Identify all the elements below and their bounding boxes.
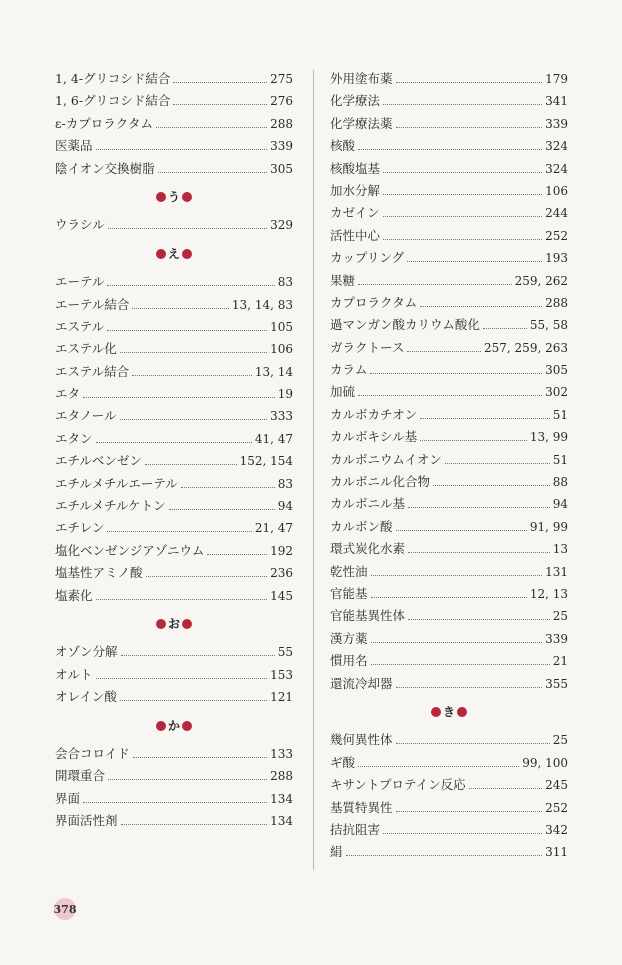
index-entry — [330, 449, 568, 471]
dot-leader — [396, 799, 543, 811]
index-term: 塩基性アミノ酸 — [55, 565, 143, 581]
dot-leader — [173, 71, 267, 83]
index-entry — [330, 493, 568, 515]
dot-leader — [408, 496, 550, 508]
index-term: エチレン — [55, 520, 105, 536]
index-term: 乾性油 — [330, 563, 368, 579]
dot-leader — [96, 587, 268, 599]
index-entry — [330, 650, 568, 672]
column-divider — [313, 70, 314, 870]
index-page-ref: 51 — [552, 452, 568, 467]
index-term: エタノール — [55, 408, 117, 424]
index-entry — [55, 810, 293, 832]
index-column-right — [330, 68, 568, 864]
index-entry — [330, 90, 568, 112]
index-entry — [330, 628, 568, 650]
index-page-ref: 311 — [545, 845, 568, 860]
dot-leader — [96, 667, 268, 679]
index-entry — [55, 135, 293, 157]
dot-leader — [445, 451, 550, 463]
index-page-ref: 25 — [552, 733, 568, 748]
bullet-dot-icon — [182, 721, 192, 731]
index-term: エーテル結合 — [55, 296, 130, 312]
dot-leader — [371, 586, 527, 598]
index-term: エチルメチルエーテル — [55, 475, 178, 491]
page-number-badge — [54, 898, 76, 920]
index-entry — [330, 841, 568, 863]
index-term: カプロラクタム — [330, 294, 418, 310]
index-page-ref: 179 — [545, 72, 568, 86]
index-entry — [330, 381, 568, 403]
index-page-ref: 106 — [270, 342, 293, 357]
index-term: 官能基異性体 — [330, 608, 406, 624]
index-page-ref: 19 — [277, 387, 293, 402]
section-header-label: き — [442, 704, 455, 719]
index-term: 拮抗阻害 — [330, 821, 381, 837]
dot-leader — [396, 675, 543, 687]
index-entry — [55, 540, 293, 562]
index-page-ref: 94 — [552, 497, 568, 512]
index-page-ref: 288 — [545, 295, 568, 310]
dot-leader — [121, 644, 275, 656]
dot-leader — [408, 608, 550, 620]
index-entry — [55, 686, 293, 708]
index-term: カルボニル基 — [330, 496, 406, 512]
index-page-ref: 133 — [270, 746, 293, 761]
index-page-ref: 355 — [545, 676, 568, 691]
index-entry — [55, 585, 293, 607]
index-page-ref: 244 — [545, 206, 568, 221]
index-entry — [330, 270, 568, 292]
index-entry — [330, 68, 568, 90]
dot-leader — [383, 205, 542, 217]
dot-leader — [407, 250, 542, 262]
index-page-ref: 341 — [545, 94, 568, 109]
index-term: 過マンガン酸カリウム酸化 — [330, 317, 480, 333]
index-entry — [330, 225, 568, 247]
index-term: 慣用名 — [330, 653, 368, 669]
index-term: カルボカチオン — [330, 406, 418, 422]
index-term: 開環重合 — [55, 768, 106, 784]
dot-leader — [407, 339, 481, 351]
dot-leader — [483, 317, 527, 329]
section-header — [55, 243, 293, 265]
index-term: 活性中心 — [330, 227, 381, 243]
page-number: 378 — [53, 902, 77, 916]
bullet-dot-icon — [156, 721, 166, 731]
index-entry — [55, 473, 293, 495]
index-page-ref: 25 — [552, 609, 568, 624]
index-entry — [330, 471, 568, 493]
index-entry — [330, 752, 568, 774]
index-page-ref: 305 — [270, 161, 293, 176]
dot-leader — [108, 217, 267, 229]
index-entry — [330, 113, 568, 135]
index-page-ref: 259, 262 — [514, 273, 568, 288]
dot-leader — [408, 541, 550, 553]
index-entry — [55, 316, 293, 338]
dot-leader — [120, 341, 267, 353]
dot-leader — [83, 790, 267, 802]
index-term: カゼイン — [330, 205, 380, 221]
index-entry — [55, 664, 293, 686]
bullet-dot-icon — [182, 619, 192, 629]
dot-leader — [169, 498, 275, 510]
index-page-ref: 324 — [545, 161, 568, 176]
dot-leader — [173, 93, 267, 105]
index-term: キサントプロテイン反応 — [330, 777, 466, 793]
index-page-ref: 288 — [270, 769, 293, 784]
index-page-ref: 13, 14 — [254, 364, 293, 379]
index-page-ref: 152, 154 — [239, 454, 293, 469]
index-term: ガラクトース — [330, 339, 405, 355]
index-entry — [55, 113, 293, 135]
index-term: 果糖 — [330, 272, 356, 288]
section-header-label: う — [167, 189, 180, 204]
dot-leader — [383, 227, 542, 239]
dot-leader — [120, 408, 268, 420]
index-entry — [55, 68, 293, 90]
index-page-ref: 21 — [552, 654, 568, 669]
section-header — [330, 701, 568, 723]
index-page-ref: 302 — [545, 385, 568, 400]
index-page-ref: 193 — [545, 251, 568, 266]
dot-leader — [383, 822, 542, 834]
index-entry — [330, 158, 568, 180]
dot-leader — [469, 777, 542, 789]
index-entry — [55, 294, 293, 316]
index-term: 基質特異性 — [330, 799, 393, 815]
dot-leader — [83, 386, 275, 398]
section-header-label: お — [167, 616, 180, 631]
index-term: オレイン酸 — [55, 689, 117, 705]
dot-leader — [146, 565, 268, 577]
dot-leader — [96, 138, 268, 150]
dot-leader — [433, 474, 550, 486]
dot-leader — [156, 116, 267, 128]
index-entry — [330, 605, 568, 627]
index-entry — [55, 271, 293, 293]
dot-leader — [107, 520, 251, 532]
dot-leader — [371, 563, 543, 575]
dot-leader — [358, 138, 542, 150]
dot-leader — [371, 631, 543, 643]
index-page-ref: 252 — [545, 228, 568, 243]
index-entry — [55, 383, 293, 405]
index-term: カップリング — [330, 250, 405, 266]
index-entry — [330, 819, 568, 841]
dot-leader — [107, 319, 267, 331]
index-entry — [330, 337, 568, 359]
dot-leader — [107, 274, 274, 286]
index-entry — [330, 561, 568, 583]
dot-leader — [383, 93, 542, 105]
index-term: 漢方薬 — [330, 630, 368, 646]
index-page-ref: 21, 47 — [254, 521, 293, 536]
dot-leader — [358, 384, 542, 396]
index-entry — [55, 450, 293, 472]
dot-leader — [383, 183, 542, 195]
index-term: 塩素化 — [55, 587, 93, 603]
index-page-ref: 276 — [270, 94, 293, 109]
index-entry — [55, 405, 293, 427]
index-page-ref: 55, 58 — [529, 318, 568, 333]
bullet-dot-icon — [182, 192, 192, 202]
index-page-ref: 153 — [270, 667, 293, 682]
index-page-ref: 288 — [270, 116, 293, 131]
dot-leader — [132, 363, 252, 375]
index-entry — [55, 428, 293, 450]
index-entry — [330, 292, 568, 314]
index-term: 官能基 — [330, 585, 368, 601]
index-page-ref: 275 — [270, 72, 293, 86]
section-header — [55, 186, 293, 208]
index-term: 界面 — [55, 790, 81, 806]
dot-leader — [371, 653, 550, 665]
index-entry — [55, 788, 293, 810]
index-entry — [55, 361, 293, 383]
index-page-ref: 324 — [545, 139, 568, 154]
index-entry — [330, 180, 568, 202]
index-entry — [330, 404, 568, 426]
index-entry — [55, 765, 293, 787]
dot-leader — [181, 475, 275, 487]
index-page-ref: 41, 47 — [254, 431, 293, 446]
index-term: 1, 6-グリコシド結合 — [55, 93, 171, 109]
index-page-ref: 329 — [270, 218, 293, 233]
index-term: エタン — [55, 430, 93, 446]
index-page-ref: 252 — [545, 800, 568, 815]
index-entry — [330, 135, 568, 157]
index-entry — [330, 247, 568, 269]
bullet-dot-icon — [182, 249, 192, 259]
index-term: エステル化 — [55, 341, 117, 357]
index-page-ref: 339 — [545, 631, 568, 646]
index-page-ref: 333 — [270, 409, 293, 424]
dot-leader — [358, 754, 519, 766]
index-term: ε-カプロラクタム — [55, 115, 153, 131]
dot-leader — [346, 844, 543, 856]
index-entry — [55, 562, 293, 584]
index-term: カルボキシル基 — [330, 429, 418, 445]
dot-leader — [120, 689, 267, 701]
dot-leader — [383, 160, 542, 172]
index-term: 陰イオン交換樹脂 — [55, 160, 155, 176]
bullet-dot-icon — [431, 707, 441, 717]
index-page-ref: 134 — [270, 814, 293, 829]
index-page-ref: 91, 99 — [529, 519, 568, 534]
index-entry — [55, 517, 293, 539]
index-term: 外用塗布薬 — [330, 71, 393, 86]
index-entry — [330, 516, 568, 538]
dot-leader — [121, 813, 268, 825]
index-term: エステル結合 — [55, 363, 130, 379]
index-term: 界面活性剤 — [55, 813, 118, 829]
index-term: 幾何異性体 — [330, 732, 393, 748]
index-term: ウラシル — [55, 217, 105, 233]
index-page-ref: 339 — [270, 139, 293, 154]
index-term: 加水分解 — [330, 182, 381, 198]
dot-leader — [420, 407, 549, 419]
index-term: カルボン酸 — [330, 518, 393, 534]
index-page-ref: 83 — [277, 476, 293, 491]
index-term: 環式炭化水素 — [330, 541, 406, 557]
index-entry — [55, 158, 293, 180]
index-entry — [55, 495, 293, 517]
index-page-ref: 192 — [270, 543, 293, 558]
index-entry — [330, 359, 568, 381]
section-header — [55, 613, 293, 635]
dot-leader — [132, 296, 229, 308]
index-page-ref: 257, 259, 263 — [484, 340, 568, 355]
index-entry — [330, 797, 568, 819]
index-page-ref: 106 — [545, 183, 568, 198]
index-page-ref: 342 — [545, 822, 568, 837]
index-page-ref: 83 — [277, 275, 293, 290]
dot-leader — [133, 746, 267, 758]
index-term: オゾン分解 — [55, 644, 118, 660]
index-page-ref: 236 — [270, 566, 293, 581]
index-term: オルト — [55, 666, 93, 682]
index-page-ref: 13, 14, 83 — [231, 297, 293, 312]
index-term: エタ — [55, 386, 81, 402]
index-term: エステル — [55, 318, 105, 334]
index-page-ref: 51 — [552, 407, 568, 422]
index-term: 加硫 — [330, 384, 356, 400]
bullet-dot-icon — [457, 707, 467, 717]
index-entry — [55, 90, 293, 112]
index-term: ギ酸 — [330, 754, 356, 770]
index-term: カラム — [330, 362, 368, 378]
index-entry — [330, 673, 568, 695]
section-header-label: え — [167, 246, 180, 261]
section-header — [55, 715, 293, 737]
dot-leader — [96, 431, 252, 443]
index-page-ref: 94 — [277, 499, 293, 514]
index-term: カルボニウムイオン — [330, 451, 442, 467]
index-entry — [55, 743, 293, 765]
dot-leader — [396, 519, 527, 531]
index-page-ref: 13 — [552, 542, 568, 557]
index-entry — [330, 202, 568, 224]
index-page-ref: 99, 100 — [522, 755, 568, 770]
index-page-ref: 105 — [270, 319, 293, 334]
index-entry — [330, 774, 568, 796]
index-term: カルボニル化合物 — [330, 474, 431, 490]
dot-leader — [145, 453, 237, 465]
index-entry — [55, 214, 293, 236]
index-term: 核酸塩基 — [330, 160, 381, 176]
index-term: 会合コロイド — [55, 745, 130, 761]
index-page-ref: 131 — [545, 564, 568, 579]
index-entry — [330, 314, 568, 336]
index-entry — [330, 729, 568, 751]
dot-leader — [420, 295, 542, 307]
index-term: 医薬品 — [55, 138, 93, 154]
bullet-dot-icon — [156, 192, 166, 202]
index-term: エチルベンゼン — [55, 453, 142, 469]
index-entry — [330, 426, 568, 448]
index-page-ref: 145 — [270, 588, 293, 603]
index-column-left — [55, 68, 293, 833]
index-term: 核酸 — [330, 138, 356, 154]
dot-leader — [358, 272, 512, 284]
index-entry — [330, 538, 568, 560]
dot-leader — [396, 732, 550, 744]
index-term: 還流冷却器 — [330, 675, 393, 691]
index-page-ref: 339 — [545, 116, 568, 131]
index-term: 塩化ベンゼンジアゾニウム — [55, 542, 205, 558]
bullet-dot-icon — [156, 249, 166, 259]
dot-leader — [108, 768, 267, 780]
dot-leader — [370, 362, 542, 374]
index-page-ref: 55 — [277, 645, 293, 660]
index-term: 化学療法 — [330, 93, 381, 109]
index-page-ref: 13, 99 — [529, 430, 568, 445]
index-entry — [55, 338, 293, 360]
section-header-label: か — [167, 718, 180, 733]
index-term: エーテル — [55, 274, 105, 290]
index-term: 化学療法薬 — [330, 115, 393, 131]
dot-leader — [396, 116, 543, 128]
index-page-ref: 88 — [552, 475, 568, 490]
index-entry — [55, 641, 293, 663]
index-term: 絹 — [330, 844, 343, 860]
index-page-ref: 245 — [545, 778, 568, 793]
dot-leader — [420, 429, 527, 441]
index-page-ref: 12, 13 — [529, 586, 568, 601]
index-term: 1, 4-グリコシド結合 — [55, 71, 171, 86]
index-page-ref: 305 — [545, 363, 568, 378]
dot-leader — [207, 543, 267, 555]
dot-leader — [158, 160, 267, 172]
index-page-ref: 121 — [270, 690, 293, 705]
index-page-ref: 134 — [270, 791, 293, 806]
bullet-dot-icon — [156, 619, 166, 629]
index-term: エチルメチルケトン — [55, 498, 166, 514]
dot-leader — [396, 71, 543, 83]
index-entry — [330, 583, 568, 605]
